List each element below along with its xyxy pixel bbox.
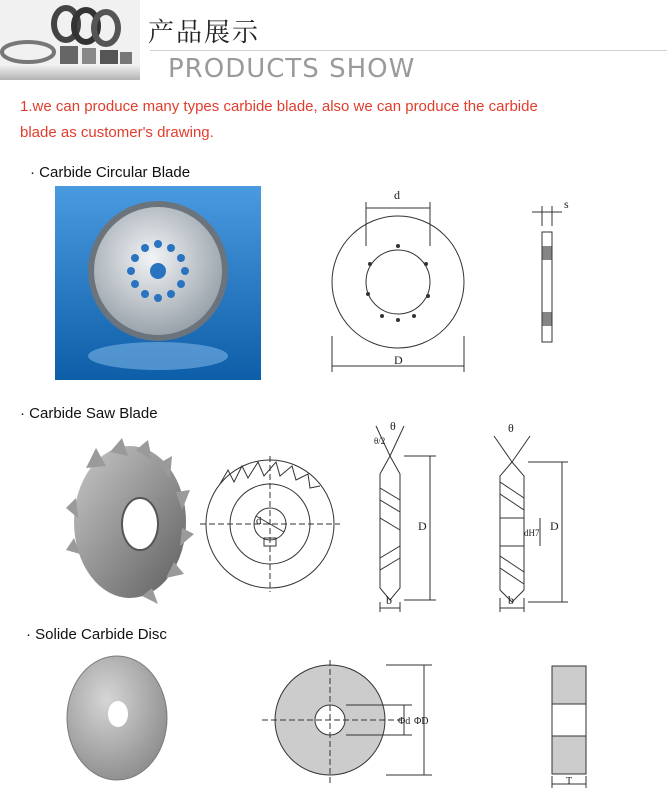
section-title-circular-blade: · Carbide Circular Blade xyxy=(30,164,191,181)
solid-disc-photo xyxy=(62,654,172,784)
circular-label-D: D xyxy=(394,353,403,367)
circular-blade-drawing xyxy=(300,186,590,386)
page-title-cn: 产品展示 xyxy=(148,18,261,48)
circular-blade-photo xyxy=(55,186,261,380)
header-product-image xyxy=(0,0,140,80)
saw-blade-section-drawing-2 xyxy=(478,418,578,618)
section-title-solid-disc: · Solide Carbide Disc xyxy=(26,626,167,643)
disc-label-phid: Φd xyxy=(398,716,411,727)
page-title-en: PRODUCTS SHOW xyxy=(168,54,416,84)
saw-label-dH7: dH7 xyxy=(524,528,540,538)
intro-line-2: blade as customer's drawing. xyxy=(20,124,214,141)
disc-label-T: T xyxy=(566,776,573,787)
solid-disc-front-drawing xyxy=(262,660,442,788)
saw-label-D-1: D xyxy=(418,519,427,533)
saw-label-D-2: D xyxy=(550,519,559,533)
saw-label-d: d xyxy=(256,515,262,527)
saw-label-theta-1: θ xyxy=(390,419,396,433)
intro-text xyxy=(20,94,650,146)
disc-label-phiD: ΦD xyxy=(414,716,429,727)
saw-blade-front-drawing xyxy=(200,452,340,592)
circular-label-s: s xyxy=(564,197,569,211)
saw-label-b-2: b xyxy=(508,593,514,607)
saw-label-theta-2: θ xyxy=(508,421,514,435)
section-title-saw-blade: · Carbide Saw Blade xyxy=(20,405,158,422)
solid-disc-section-drawing xyxy=(540,660,596,790)
saw-blade-section-drawing-1 xyxy=(360,418,448,618)
saw-label-theta-half: θ/2 xyxy=(374,436,386,446)
intro-line-1: 1.we can produce many types carbide blade, also we can produce the carbide xyxy=(20,98,538,115)
saw-blade-photo xyxy=(66,438,194,606)
header-divider xyxy=(150,50,667,51)
circular-label-d: d xyxy=(394,188,400,202)
saw-label-b-1: b xyxy=(386,593,392,607)
